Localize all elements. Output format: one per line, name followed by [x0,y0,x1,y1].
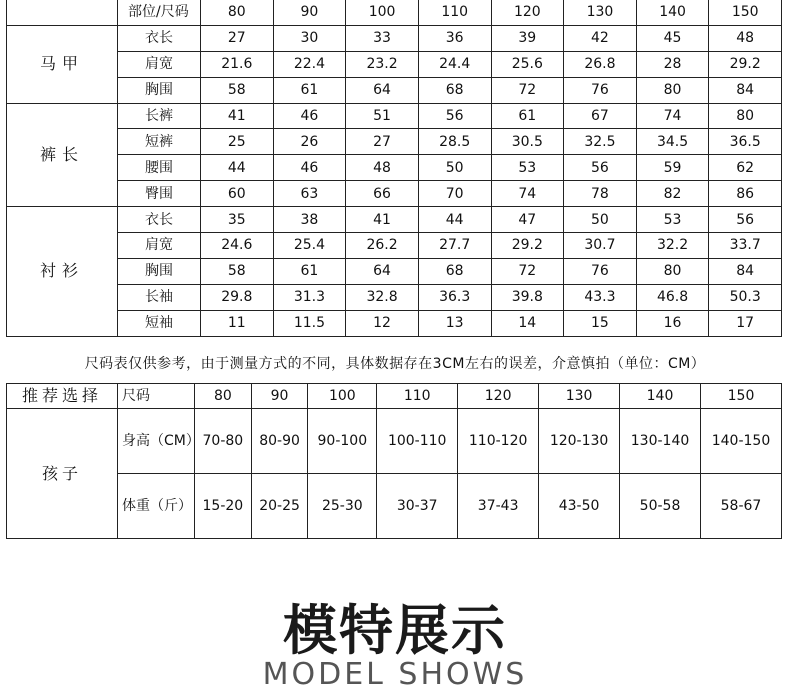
measurement-value-cell: 28 [636,51,709,77]
measurement-value-cell: 44 [201,155,274,181]
measurement-value-cell: 59 [636,155,709,181]
measurement-value-cell: 30.5 [491,129,564,155]
measurement-value-cell: 29.8 [201,284,274,310]
measurement-value-cell: 86 [709,181,782,207]
table-row [7,474,782,539]
measurement-value-cell: 50 [564,207,637,233]
measurement-value-cell: 22.4 [273,51,346,77]
garment-group-label: 马甲 [7,25,118,103]
measurement-value-cell: 24.4 [418,51,491,77]
size-chart-table [6,0,782,337]
size-header-cell: 130 [564,0,637,25]
measurement-note: 尺码表仅供参考，由于测量方式的不同，具体数据存在3CM左右的误差，介意慎拍（单位：CM） [84,356,706,372]
measurement-value-cell: 76 [564,258,637,284]
measurement-value-cell: 30 [273,25,346,51]
measurement-value-cell: 47 [491,207,564,233]
size-header-cell: 130 [539,384,620,409]
measurement-value-cell: 46 [273,103,346,129]
measurement-value-cell: 33.7 [709,233,782,259]
measurement-value-cell: 27 [201,25,274,51]
measurement-value-cell: 33 [346,25,419,51]
measurement-part-label: 短裤 [118,129,201,155]
measurement-value-cell: 11 [201,310,274,336]
measurement-value-cell: 68 [418,258,491,284]
measurement-value-cell: 51 [346,103,419,129]
measurement-value-cell: 68 [418,77,491,103]
measurement-part-label: 肩宽 [118,51,201,77]
size-header-cell: 140 [620,384,701,409]
size-header-cell: 80 [195,384,252,409]
measurement-value-cell: 50 [418,155,491,181]
size-header-cell: 120 [458,384,539,409]
recommend-value-cell: 58-67 [700,474,781,539]
measurement-value-cell: 46.8 [636,284,709,310]
measurement-part-label: 腰围 [118,155,201,181]
table-row [7,310,782,336]
size-header-cell: 80 [201,0,274,25]
measurement-value-cell: 72 [491,258,564,284]
measurement-value-cell: 43.3 [564,284,637,310]
measurement-value-cell: 76 [564,77,637,103]
measurement-value-cell: 42 [564,25,637,51]
table-row [7,233,782,259]
size-recommendation-table [6,383,782,539]
recommend-group-label: 孩子 [7,409,118,539]
recommend-value-cell: 130-140 [620,409,701,474]
table-row [7,258,782,284]
measurement-value-cell: 80 [709,103,782,129]
measurement-value-cell: 48 [346,155,419,181]
measurement-value-cell: 84 [709,77,782,103]
measurement-value-cell: 61 [491,103,564,129]
measurement-value-cell: 56 [709,207,782,233]
measurement-part-label: 肩宽 [118,233,201,259]
measurement-value-cell: 27 [346,129,419,155]
measurement-value-cell: 38 [273,207,346,233]
measurement-value-cell: 21.6 [201,51,274,77]
measurement-part-label: 臀围 [118,181,201,207]
recommend-value-cell: 30-37 [377,474,458,539]
measurement-value-cell: 61 [273,77,346,103]
measurement-value-cell: 66 [346,181,419,207]
measurement-part-label: 衣长 [118,25,201,51]
measurement-value-cell: 36 [418,25,491,51]
measurement-value-cell: 26.2 [346,233,419,259]
measurement-value-cell: 61 [273,258,346,284]
section-title: 模特展示 [283,599,507,662]
size-header-cell: 120 [491,0,564,25]
measurement-value-cell: 28.5 [418,129,491,155]
recommend-value-cell: 50-58 [620,474,701,539]
measurement-value-cell: 14 [491,310,564,336]
measurement-value-cell: 11.5 [273,310,346,336]
table-row [7,409,782,474]
recommend-value-cell: 90-100 [308,409,377,474]
measurement-value-cell: 27.7 [418,233,491,259]
table-row [7,181,782,207]
recommend-row-label: 身高（CM） [118,409,195,474]
measurement-value-cell: 67 [564,103,637,129]
measurement-part-label: 长袖 [118,284,201,310]
measurement-value-cell: 41 [346,207,419,233]
measurement-value-cell: 62 [709,155,782,181]
measurement-part-label: 胸围 [118,258,201,284]
table-row [7,25,782,51]
measurement-value-cell: 32.8 [346,284,419,310]
measurement-value-cell: 44 [418,207,491,233]
measurement-value-cell: 84 [709,258,782,284]
measurement-value-cell: 58 [201,258,274,284]
table-row [7,284,782,310]
recommend-header-row [7,384,782,409]
garment-group-label: 裤长 [7,103,118,207]
size-header-cell: 100 [308,384,377,409]
measurement-value-cell: 46 [273,155,346,181]
header-part-size-label: 部位/尺码 [118,0,201,25]
size-header-cell: 150 [700,384,781,409]
size-header-cell: 90 [251,384,308,409]
measurement-value-cell: 78 [564,181,637,207]
size-header-row [7,0,782,25]
measurement-value-cell: 16 [636,310,709,336]
recommend-value-cell: 140-150 [700,409,781,474]
measurement-value-cell: 63 [273,181,346,207]
size-header-cell: 150 [709,0,782,25]
measurement-value-cell: 39 [491,25,564,51]
measurement-value-cell: 50.3 [709,284,782,310]
measurement-value-cell: 36.3 [418,284,491,310]
measurement-value-cell: 32.2 [636,233,709,259]
measurement-value-cell: 70 [418,181,491,207]
recommend-value-cell: 120-130 [539,409,620,474]
measurement-value-cell: 12 [346,310,419,336]
table-row [7,77,782,103]
measurement-value-cell: 25.4 [273,233,346,259]
measurement-value-cell: 23.2 [346,51,419,77]
measurement-value-cell: 17 [709,310,782,336]
measurement-value-cell: 41 [201,103,274,129]
measurement-value-cell: 31.3 [273,284,346,310]
recommend-value-cell: 37-43 [458,474,539,539]
header-blank-cell [7,0,118,25]
measurement-part-label: 衣长 [118,207,201,233]
measurement-value-cell: 58 [201,77,274,103]
measurement-value-cell: 15 [564,310,637,336]
measurement-value-cell: 60 [201,181,274,207]
measurement-value-cell: 48 [709,25,782,51]
measurement-value-cell: 64 [346,77,419,103]
measurement-value-cell: 25 [201,129,274,155]
measurement-value-cell: 26.8 [564,51,637,77]
measurement-value-cell: 25.6 [491,51,564,77]
measurement-value-cell: 29.2 [491,233,564,259]
table-row [7,51,782,77]
recommend-row-label: 体重（斤） [118,474,195,539]
garment-group-label: 衬衫 [7,207,118,336]
measurement-part-label: 短袖 [118,310,201,336]
measurement-value-cell: 56 [418,103,491,129]
section-subtitle: MODEL SHOWS [262,657,528,692]
measurement-value-cell: 56 [564,155,637,181]
table-row [7,129,782,155]
recommend-value-cell: 110-120 [458,409,539,474]
measurement-value-cell: 45 [636,25,709,51]
recommend-value-cell: 100-110 [377,409,458,474]
measurement-value-cell: 53 [636,207,709,233]
table-row [7,207,782,233]
measurement-value-cell: 36.5 [709,129,782,155]
measurement-value-cell: 26 [273,129,346,155]
size-header-cell: 110 [377,384,458,409]
recommend-value-cell: 15-20 [195,474,252,539]
measurement-value-cell: 80 [636,258,709,284]
measurement-value-cell: 13 [418,310,491,336]
measurement-value-cell: 39.8 [491,284,564,310]
recommend-value-cell: 43-50 [539,474,620,539]
measurement-value-cell: 34.5 [636,129,709,155]
recommend-header-label: 推荐选择 [7,384,118,409]
measurement-value-cell: 72 [491,77,564,103]
size-header-cell: 110 [418,0,491,25]
recommend-value-cell: 70-80 [195,409,252,474]
size-header-cell: 140 [636,0,709,25]
measurement-value-cell: 64 [346,258,419,284]
recommend-value-cell: 25-30 [308,474,377,539]
size-header-cell: 90 [273,0,346,25]
table-row [7,155,782,181]
measurement-value-cell: 24.6 [201,233,274,259]
recommend-value-cell: 80-90 [251,409,308,474]
measurement-part-label: 长裤 [118,103,201,129]
recommend-size-label: 尺码 [118,384,195,409]
measurement-value-cell: 74 [636,103,709,129]
measurement-value-cell: 82 [636,181,709,207]
measurement-value-cell: 80 [636,77,709,103]
measurement-value-cell: 53 [491,155,564,181]
measurement-value-cell: 32.5 [564,129,637,155]
recommend-value-cell: 20-25 [251,474,308,539]
measurement-value-cell: 35 [201,207,274,233]
measurement-value-cell: 29.2 [709,51,782,77]
measurement-part-label: 胸围 [118,77,201,103]
size-header-cell: 100 [346,0,419,25]
table-row [7,103,782,129]
measurement-value-cell: 30.7 [564,233,637,259]
measurement-value-cell: 74 [491,181,564,207]
